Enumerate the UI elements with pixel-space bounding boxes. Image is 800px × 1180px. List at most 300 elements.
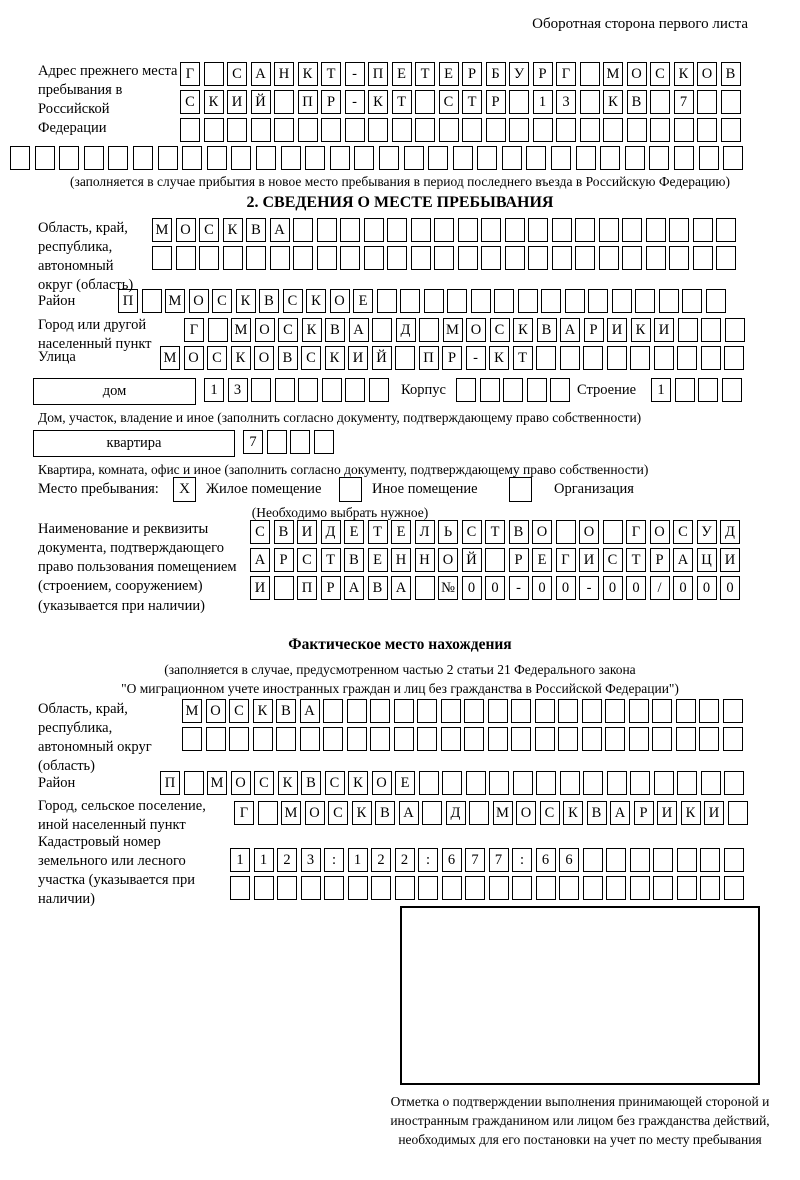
char-box [347,727,367,751]
char-box [469,801,489,825]
char-box [465,876,485,900]
char-box [723,146,743,170]
char-box [565,289,585,313]
char-box [552,218,572,242]
char-box [716,246,736,270]
actual-location-caption-1: (заполняется в случае, предусмотренном частью 2 статьи 21 Федерального закона [164,662,636,677]
char-box [697,90,717,114]
char-box [276,727,296,751]
char-box: 0 [603,576,623,600]
char-box: Д [446,801,466,825]
char-box: - [579,576,599,600]
char-box [580,118,600,142]
prev-address-line-2 [180,90,741,114]
char-box: : [512,848,532,872]
char-box [536,346,556,370]
stay-type-label: Место пребывания: [38,481,159,497]
cadastral-line-2 [230,876,744,900]
char-box: Й [462,548,482,572]
char-box [418,876,438,900]
char-box: Г [234,801,254,825]
char-box [494,289,514,313]
char-box [422,801,442,825]
char-box: С [462,520,482,544]
char-box: С [297,548,317,572]
char-box: О [372,771,392,795]
char-box: 2 [277,848,297,872]
char-box: К [681,801,701,825]
char-box: В [278,346,298,370]
char-box [629,727,649,751]
char-box [511,727,531,751]
char-box [447,289,467,313]
char-box [485,548,505,572]
char-box [415,90,435,114]
char-box [724,346,744,370]
char-box [646,246,666,270]
char-box: - [345,90,365,114]
char-box: С [328,801,348,825]
char-box [229,727,249,751]
page-side-note: Оборотная сторона первого листа [532,16,748,32]
char-box [322,378,342,402]
char-box: С [603,548,623,572]
house-type-box: дом [33,378,196,405]
char-box [606,848,626,872]
char-box: И [297,520,317,544]
char-box: Р [274,548,294,572]
char-box: К [278,771,298,795]
char-box: О [466,318,486,342]
char-box [486,118,506,142]
char-box [392,118,412,142]
char-box [458,218,478,242]
char-box: Г [556,62,576,86]
char-box: - [466,346,486,370]
char-box [182,727,202,751]
option-residential-label: Жилое помещение [206,481,322,497]
char-box: 7 [674,90,694,114]
char-box [622,218,642,242]
char-box [368,118,388,142]
char-box: О [650,520,670,544]
char-box: А [349,318,369,342]
char-box [293,218,313,242]
actual-region-line-2 [182,727,743,751]
char-box: О [255,318,275,342]
char-box [364,246,384,270]
street-label: Улица [38,349,76,365]
char-box [471,289,491,313]
char-box: Р [486,90,506,114]
char-box [462,118,482,142]
char-box: П [160,771,180,795]
char-box [724,848,744,872]
char-box: С [325,771,345,795]
char-box [182,146,202,170]
char-box: Л [415,520,435,544]
char-box [625,146,645,170]
char-box [701,771,721,795]
char-box: К [298,62,318,86]
char-box [646,218,666,242]
char-box [583,346,603,370]
char-box: С [180,90,200,114]
actual-region-line-1 [182,699,743,723]
char-box [583,876,603,900]
char-box [607,771,627,795]
char-box [556,520,576,544]
char-box [552,246,572,270]
actual-district-label: Район [38,775,76,791]
char-box: О [438,548,458,572]
char-box [417,727,437,751]
apartment-number-cells [243,430,334,454]
char-box: 1 [230,848,250,872]
char-box: С [254,771,274,795]
char-box [630,346,650,370]
char-box [528,246,548,270]
region-label: Область, край, республика, автономный округ (область) [38,220,134,294]
char-box: В [721,62,741,86]
char-box [274,576,294,600]
char-box: С [227,62,247,86]
char-box: П [118,289,138,313]
cadastral-label: Кадастровый номер земельного или лесного участка (указывается при наличии) [38,834,195,908]
char-box: А [300,699,320,723]
char-box: - [509,576,529,600]
char-box [488,727,508,751]
region-line-2 [152,246,736,270]
char-box: Н [415,548,435,572]
char-box [699,146,719,170]
char-box: С [673,520,693,544]
char-box: П [297,576,317,600]
char-box [184,771,204,795]
actual-district-line [160,771,744,795]
char-box [693,218,713,242]
document-line-1 [250,520,740,544]
char-box [533,118,553,142]
stroenie-cells [651,378,742,402]
char-box: О [254,346,274,370]
char-box: О [532,520,552,544]
char-box [424,289,444,313]
char-box: К [631,318,651,342]
char-box: 1 [533,90,553,114]
char-box [630,876,650,900]
char-box [152,246,172,270]
char-box [551,146,571,170]
char-box: В [627,90,647,114]
char-box [317,218,337,242]
char-box [108,146,128,170]
prev-address-line-4 [10,146,743,170]
char-box: Р [462,62,482,86]
char-box [505,246,525,270]
char-box: Т [392,90,412,114]
char-box: 0 [697,576,717,600]
char-box [605,699,625,723]
char-box [693,246,713,270]
char-box: Р [533,62,553,86]
char-box: К [603,90,623,114]
char-box [488,699,508,723]
char-box: М [160,346,180,370]
char-box [298,118,318,142]
char-box [142,289,162,313]
char-box: С [540,801,560,825]
char-box: О [231,771,251,795]
char-box: 0 [556,576,576,600]
char-box: В [301,771,321,795]
char-box: А [270,218,290,242]
char-box: И [607,318,627,342]
char-box [653,848,673,872]
char-box [603,520,623,544]
actual-location-caption-2: "О миграционном учете иностранных граждан и лиц без гражданства в Российской Федерации") [121,681,679,696]
char-box: М [207,771,227,795]
char-box: 3 [556,90,576,114]
char-box: И [654,318,674,342]
char-box: М [231,318,251,342]
char-box [377,289,397,313]
char-box: О [330,289,350,313]
char-box [560,771,580,795]
char-box: А [344,576,364,600]
char-box: И [250,576,270,600]
char-box: 7 [489,848,509,872]
char-box [387,246,407,270]
char-box: К [368,90,388,114]
char-box [35,146,55,170]
char-box: № [438,576,458,600]
char-box: 2 [395,848,415,872]
char-box: П [368,62,388,86]
char-box [652,699,672,723]
char-box [254,876,274,900]
char-box [511,699,531,723]
char-box: В [325,318,345,342]
char-box [419,771,439,795]
char-box: 6 [442,848,462,872]
char-box [603,118,623,142]
char-box [629,699,649,723]
apartment-caption: Квартира, комната, офис и иное (заполнить согласно документу, подтверждающему право собственности) [38,462,649,477]
char-box: О [516,801,536,825]
char-box [464,699,484,723]
char-box [509,90,529,114]
char-box: 6 [559,848,579,872]
char-box [512,876,532,900]
char-box [513,771,533,795]
char-box [251,118,271,142]
char-box [442,771,462,795]
char-box: Н [274,62,294,86]
char-box [290,430,310,454]
char-box [324,876,344,900]
char-box [394,699,414,723]
char-box: В [375,801,395,825]
char-box: А [560,318,580,342]
char-box: Й [251,90,271,114]
char-box: А [610,801,630,825]
char-box [583,848,603,872]
char-box [669,246,689,270]
char-box [675,378,695,402]
char-box: К [348,771,368,795]
char-box [724,876,744,900]
char-box [541,289,561,313]
actual-location-title: Фактическое место нахождения [288,636,512,653]
char-box [207,146,227,170]
char-box: С [199,218,219,242]
char-box [274,118,294,142]
char-box: Р [321,576,341,600]
city-line [184,318,745,342]
char-box [246,246,266,270]
char-box: Т [321,62,341,86]
char-box: 7 [243,430,263,454]
char-box: Е [439,62,459,86]
char-box [559,876,579,900]
char-box [387,218,407,242]
char-box: И [657,801,677,825]
char-box: Р [584,318,604,342]
actual-region-label: Область, край, республика, автономный округ (область) [38,701,152,775]
char-box: 1 [254,848,274,872]
char-box [583,771,603,795]
char-box [323,699,343,723]
char-box [371,876,391,900]
char-box [607,346,627,370]
char-box [415,576,435,600]
char-box [558,699,578,723]
checkbox-residential: X [173,477,196,502]
char-box: И [227,90,247,114]
char-box: Р [509,548,529,572]
char-box: 0 [720,576,740,600]
char-box: С [301,346,321,370]
char-box [599,218,619,242]
char-box [298,378,318,402]
char-box [676,699,696,723]
char-box [428,146,448,170]
char-box: Е [392,62,412,86]
char-box [654,346,674,370]
char-box: Д [720,520,740,544]
char-box [701,346,721,370]
char-box: Е [368,548,388,572]
prev-address-grid [180,62,741,142]
cadastral-grid [230,848,744,900]
char-box [305,146,325,170]
char-box: И [720,548,740,572]
char-box: Т [321,548,341,572]
char-box [300,727,320,751]
char-box [605,727,625,751]
char-box [480,378,500,402]
char-box [354,146,374,170]
char-box [364,218,384,242]
char-box [84,146,104,170]
char-box [419,318,439,342]
char-box: 0 [673,576,693,600]
apartment-type-box: квартира [33,430,235,457]
char-box: Т [485,520,505,544]
char-box [582,727,602,751]
char-box [535,699,555,723]
char-box [370,699,390,723]
char-box [204,118,224,142]
char-box [700,848,720,872]
char-box [301,876,321,900]
char-box [158,146,178,170]
char-box [415,118,435,142]
char-box: Й [372,346,392,370]
char-box [678,318,698,342]
char-box: С [439,90,459,114]
option-other-premises-label: Иное помещение [372,481,478,497]
house-caption: Дом, участок, владение и иное (заполнить согласно документу, подтверждающему право собственности) [38,410,642,425]
char-box [580,62,600,86]
char-box [314,430,334,454]
checkbox-other-premises [339,477,362,502]
char-box [599,246,619,270]
char-box [395,876,415,900]
stroenie-label: Строение [577,382,637,398]
char-box: В [274,520,294,544]
char-box: П [419,346,439,370]
region-line-1 [152,218,736,242]
char-box [502,146,522,170]
char-box [635,289,655,313]
char-box [369,378,389,402]
char-box: 7 [465,848,485,872]
char-box: В [259,289,279,313]
char-box: О [189,289,209,313]
char-box: Т [368,520,388,544]
char-box [653,876,673,900]
prev-address-line-3 [180,118,741,142]
char-box [701,318,721,342]
stay-choice-hint: (Необходимо выбрать нужное) [251,505,429,520]
char-box [345,118,365,142]
char-box: : [324,848,344,872]
char-box [267,430,287,454]
char-box: Е [344,520,364,544]
char-box [699,727,719,751]
char-box: У [697,520,717,544]
char-box [253,727,273,751]
char-box [199,246,219,270]
char-box: А [391,576,411,600]
char-box: А [399,801,419,825]
char-box: Р [321,90,341,114]
char-box: А [250,548,270,572]
char-box [723,727,743,751]
char-box: Е [532,548,552,572]
char-box: К [306,289,326,313]
char-box [674,118,694,142]
char-box [456,378,476,402]
char-box [400,289,420,313]
char-box [345,378,365,402]
char-box: В [587,801,607,825]
cadastral-line-1 [230,848,744,872]
char-box [411,246,431,270]
char-box [281,146,301,170]
